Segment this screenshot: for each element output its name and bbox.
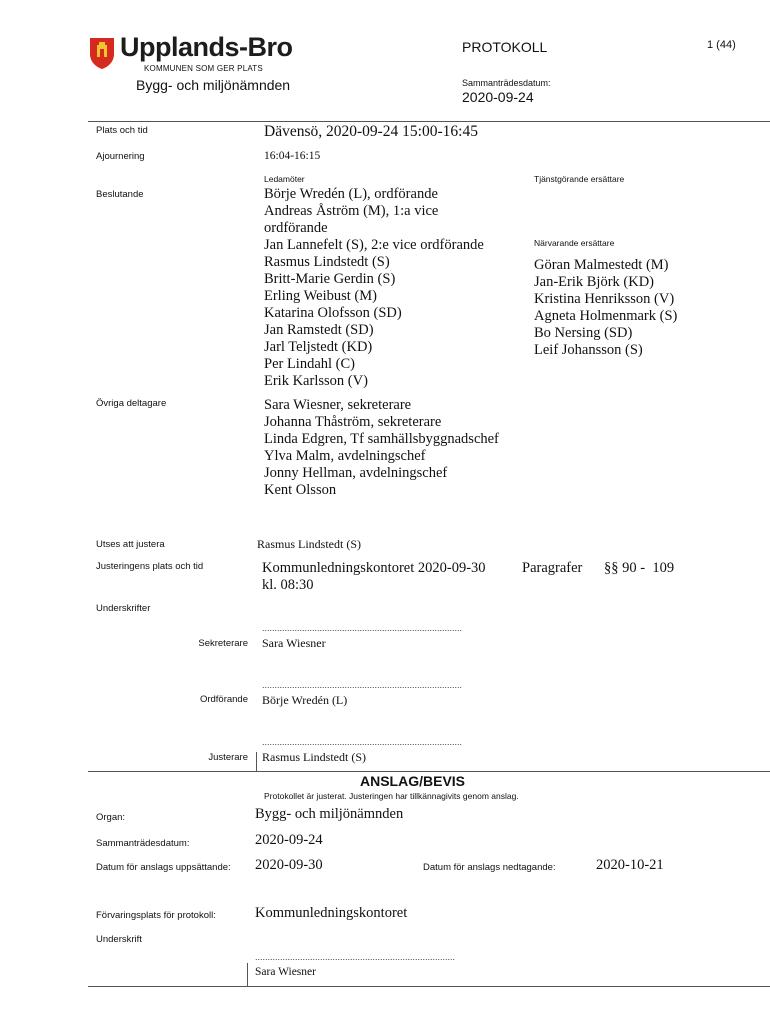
list-item: Britt-Marie Gerdin (S) <box>264 271 396 287</box>
notice-subtitle: Protokollet är justerat. Justeringen har tillkännagivits genom anslag. <box>264 791 519 801</box>
notice-meeting-date-label: Sammanträdesdatum: <box>96 838 190 849</box>
secretary-signature-line: ................................................................................ <box>262 623 463 633</box>
notice-top-divider <box>88 771 770 772</box>
removal-date: 2020-10-21 <box>596 857 664 873</box>
list-item: Kent Olsson <box>264 482 337 498</box>
list-item: Erling Weibust (M) <box>264 288 377 304</box>
list-item: Ylva Malm, avdelningschef <box>264 448 426 464</box>
list-item: Sara Wiesner, sekreterare <box>264 397 412 413</box>
place-value: Dävensö, 2020-09-24 15:00-16:45 <box>264 123 478 140</box>
notice-signature-divider <box>247 963 248 987</box>
other-participants-label: Övriga deltagare <box>96 398 167 409</box>
document-type: PROTOKOLL <box>462 39 548 55</box>
list-item: Kristina Henriksson (V) <box>534 291 675 307</box>
storage-value: Kommunledningskontoret <box>255 905 408 921</box>
organ-label: Organ: <box>96 812 126 823</box>
coat-of-arms-icon <box>88 36 116 70</box>
adjuster-signature-line: ................................................................................ <box>262 737 463 747</box>
list-item: Jonny Hellman, avdelningschef <box>264 465 448 481</box>
list-item: Agneta Holmenmark (S) <box>534 308 678 324</box>
logo-tagline: KOMMUNEN SOM GER PLATS <box>144 64 263 73</box>
chair-role-label: Ordförande <box>199 694 248 705</box>
list-item: ordförande <box>264 220 328 236</box>
adjournment-label: Ajournering <box>96 151 145 162</box>
list-item: Linda Edgren, Tf samhällsbyggnadschef <box>264 431 499 447</box>
list-item: Johanna Thåström, sekreterare <box>264 414 442 430</box>
chair-name: Börje Wredén (L) <box>262 693 348 707</box>
list-item: Katarina Olofsson (SD) <box>264 305 402 321</box>
paragraphs-value: §§ 90 - 109 <box>604 560 675 576</box>
list-item: Rasmus Lindstedt (S) <box>264 254 390 270</box>
secretary-name: Sara Wiesner <box>262 636 326 650</box>
secretary-role-label: Sekreterare <box>198 638 248 649</box>
notice-signature-label: Underskrift <box>96 934 142 945</box>
header-divider <box>88 121 770 122</box>
meeting-date: 2020-09-24 <box>462 89 534 105</box>
logo-name: Upplands-Bro <box>120 32 293 62</box>
committee-name: Bygg- och miljönämnden <box>136 77 291 93</box>
posted-date-label: Datum för anslags uppsättande: <box>96 862 231 873</box>
chair-signature-line: ................................................................................ <box>262 680 463 690</box>
adjustment-place-value <box>262 560 486 594</box>
notice-meeting-date: 2020-09-24 <box>255 832 323 848</box>
list-item: Andreas Åström (M), 1:a vice <box>264 203 439 219</box>
adjustment-time-line: kl. 08:30 <box>262 577 314 593</box>
place-label: Plats och tid <box>96 125 148 136</box>
posted-date: 2020-09-30 <box>255 857 323 873</box>
list-item: Jarl Teljstedt (KD) <box>264 339 373 355</box>
removal-date-label: Datum för anslags nedtagande: <box>423 862 556 873</box>
notice-signature-line: ................................................................................ <box>255 952 456 962</box>
adjuster-value: Rasmus Lindstedt (S) <box>257 537 361 551</box>
deciding-label: Beslutande <box>96 189 144 200</box>
list-item: Leif Johansson (S) <box>534 342 643 358</box>
page-number: 1 (44) <box>707 39 736 51</box>
organ-value: Bygg- och miljönämnden <box>255 806 404 822</box>
list-item: Jan Ramstedt (SD) <box>264 322 374 338</box>
list-item: Jan-Erik Björk (KD) <box>534 274 655 290</box>
notice-title: ANSLAG/BEVIS <box>360 773 466 789</box>
notice-bottom-divider <box>88 986 770 987</box>
paragraphs-label: Paragrafer <box>522 560 583 576</box>
list-item: Göran Malmestedt (M) <box>534 257 669 273</box>
list-item: Jan Lannefelt (S), 2:e vice ordförande <box>264 237 484 253</box>
other-participants-list <box>264 397 499 499</box>
list-item: Per Lindahl (C) <box>264 356 356 372</box>
signature-column-divider <box>256 752 257 772</box>
adjustment-place-line: Kommunledningskontoret 2020-09-30 <box>262 560 486 576</box>
meeting-date-label: Sammanträdesdatum: <box>462 78 551 88</box>
list-item: Erik Karlsson (V) <box>264 373 368 389</box>
list-item: Bo Nersing (SD) <box>534 325 633 341</box>
members-list <box>264 186 484 390</box>
list-item: Börje Wredén (L), ordförande <box>264 186 438 202</box>
members-column-label: Ledamöter <box>264 174 305 184</box>
adjuster-name: Rasmus Lindstedt (S) <box>262 750 366 764</box>
adjuster-label: Utses att justera <box>96 539 165 550</box>
signatures-label: Underskrifter <box>96 603 151 614</box>
storage-label: Förvaringsplats för protokoll: <box>96 910 216 921</box>
notice-signer-name: Sara Wiesner <box>255 966 316 978</box>
adjuster-role-label: Justerare <box>208 752 248 763</box>
adjournment-value: 16:04-16:15 <box>264 150 321 162</box>
serving-substitutes-label: Tjänstgörande ersättare <box>534 174 625 184</box>
adjustment-place-label: Justeringens plats och tid <box>96 561 204 572</box>
substitutes-list <box>534 257 677 359</box>
present-substitutes-label: Närvarande ersättare <box>534 238 615 248</box>
